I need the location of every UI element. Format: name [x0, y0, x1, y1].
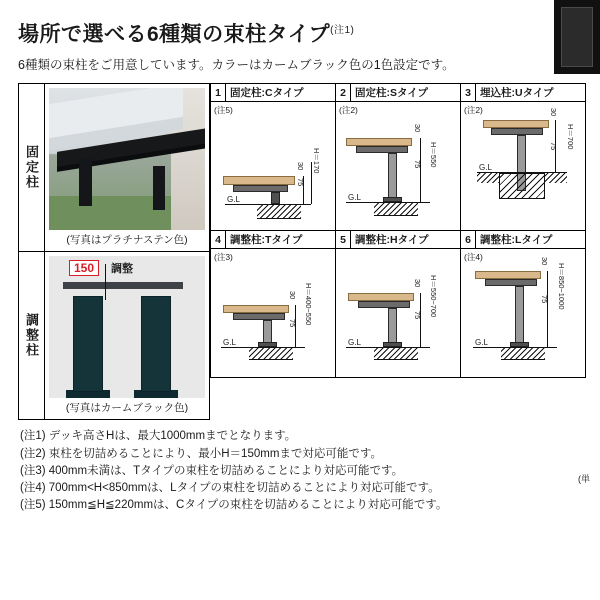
- photo-adjust-dim-label: 調整: [111, 263, 133, 276]
- diagram-head-6: [461, 231, 585, 249]
- footnote-4: (注4) 700mm<H<850mmは、Lタイプの束柱を切詰めることにより対応可能です。: [20, 482, 440, 495]
- diagram-note-6: (注4): [464, 252, 483, 263]
- photo-adjust-topbar: [63, 282, 183, 289]
- diagram-body-2: [336, 102, 460, 230]
- post-6: [515, 286, 524, 346]
- diagram-title-5: 調整柱:Hタイプ: [355, 234, 429, 247]
- diagram-head-3: [461, 84, 585, 102]
- dim-75-5: 75: [413, 311, 422, 320]
- page-title: [18, 22, 586, 47]
- diagram-note-4: (注3): [214, 252, 233, 263]
- footnote-5: (注5) 150mm≦H≦220mmは、Cタイプの束柱を切詰めることにより対応可能です。: [20, 499, 448, 512]
- diagram-title-2: 固定柱:Sタイプ: [355, 87, 428, 100]
- gl-label-1: G.L: [227, 195, 240, 205]
- unit-label: (単: [578, 474, 590, 484]
- diagram-cell-6: [460, 231, 585, 377]
- dim-75-6: 75: [540, 295, 549, 304]
- diagram-cell-5: [335, 231, 460, 377]
- photo-row-adjust: [19, 252, 209, 419]
- dim-tick-2a: [420, 138, 421, 202]
- post-5: [388, 308, 397, 346]
- post-2: [388, 153, 397, 201]
- dim-30-3: 30: [549, 108, 558, 117]
- diagram-body-3: [461, 102, 585, 230]
- beam-3: [491, 128, 543, 135]
- dim-30-1: 30: [296, 162, 305, 171]
- page-title-note: (注1): [330, 25, 355, 36]
- dim-75-2: 75: [413, 160, 422, 169]
- photo-row-fixed: [19, 84, 209, 252]
- ground-hatch-2: [374, 203, 418, 216]
- diagram-note-1: (注5): [214, 105, 233, 116]
- diagram-head-1: [211, 84, 335, 102]
- diagram-head-5: [336, 231, 460, 249]
- deck-board-6: [475, 271, 541, 279]
- diagram-title-4: 調整柱:Tタイプ: [230, 234, 303, 247]
- diagram-number-2: 2: [336, 84, 351, 101]
- dim-30-4: 30: [288, 291, 297, 300]
- height-label-3: H＝700: [566, 124, 575, 150]
- beam-1: [233, 185, 288, 192]
- diagram-number-4: 4: [211, 231, 226, 248]
- diagram-note-2: (注2): [339, 105, 358, 116]
- diagram-title-1: 固定柱:Cタイプ: [230, 87, 304, 100]
- height-label-1: H＝170: [312, 148, 321, 174]
- height-label-2: H＝550: [429, 142, 438, 168]
- footnote-1: (注1) デッキ高さHは、最大1000mmまでとなります。: [20, 430, 297, 443]
- lead-text: 6種類の束柱をご用意しています。カラーはカームブラック色の1色設定です。: [18, 58, 455, 73]
- dim-tick-5a: [420, 293, 421, 347]
- ground-hatch-4: [249, 348, 293, 360]
- diagram-cell-2: [335, 84, 460, 231]
- diagram-cell-4: [210, 231, 335, 377]
- footnote-2: (注2) 束柱を切詰めることにより、最小H＝150mmまで対応可能です。: [20, 447, 382, 460]
- diagram-body-1: [211, 102, 335, 230]
- photo-label-adjust: 調整柱: [19, 252, 45, 419]
- height-label-5: H＝550~700: [429, 275, 438, 318]
- deck-board-3: [483, 120, 549, 128]
- dim-30-6: 30: [540, 257, 549, 266]
- photo-adjust-post-right: [141, 296, 171, 392]
- gl-label-2: G.L: [348, 193, 361, 203]
- photo-post-2: [153, 166, 165, 210]
- gl-label-4: G.L: [223, 338, 236, 348]
- photo-adjust-dim-value: 150: [69, 260, 99, 276]
- ground-hatch-1: [257, 205, 301, 219]
- ground-hatch-3r: [545, 173, 567, 183]
- beam-5: [358, 301, 410, 308]
- deck-board-4: [223, 305, 289, 313]
- gl-label-6: G.L: [475, 338, 488, 348]
- photo-adjustable-post: [49, 256, 205, 398]
- diagram-number-3: 3: [461, 84, 476, 101]
- diagram-number-1: 1: [211, 84, 226, 101]
- photo-post-1: [79, 158, 92, 206]
- dim-tick-6a: [547, 271, 548, 347]
- ground-hatch-6: [501, 348, 545, 360]
- diagram-number-5: 5: [336, 231, 351, 248]
- ground-hatch-3l: [477, 173, 499, 183]
- photo-body-fixed: [45, 84, 209, 251]
- deck-board-2: [346, 138, 412, 146]
- diagram-note-3: (注2): [464, 105, 483, 116]
- post-1: [271, 192, 280, 204]
- ground-hatch-5: [374, 348, 418, 360]
- dim-75-3: 75: [549, 142, 558, 151]
- diagram-title-6: 調整柱:Lタイプ: [480, 234, 553, 247]
- photo-body-adjust: [45, 252, 209, 419]
- dim-75-4: 75: [288, 319, 297, 328]
- content-table: [18, 83, 586, 420]
- beam-6: [485, 279, 537, 286]
- dim-75-1: 75: [296, 178, 305, 187]
- photo-label-fixed: 固定柱: [19, 84, 45, 251]
- diagram-cell-1: [210, 84, 335, 231]
- footnotes: [20, 428, 586, 514]
- photo-fixed-post: [49, 88, 205, 230]
- diagram-head-2: [336, 84, 460, 102]
- photo-caption-fixed: (写真はプラチナステン色): [66, 234, 188, 247]
- dim-30-2: 30: [413, 124, 422, 133]
- photo-adjust-post-left: [73, 296, 103, 392]
- concrete-footing-3: [499, 173, 545, 199]
- beam-4: [233, 313, 285, 320]
- diagram-cell-3: [460, 84, 585, 231]
- diagram-body-5: [336, 249, 460, 377]
- deck-board-5: [348, 293, 414, 301]
- height-label-4: H＝400~550: [304, 283, 313, 326]
- beam-2: [356, 146, 408, 153]
- diagram-grid: [210, 83, 586, 378]
- diagram-head-4: [211, 231, 335, 249]
- deck-board-1: [223, 176, 295, 185]
- height-label-6: H＝850~1000: [557, 263, 566, 310]
- dim-30-5: 30: [413, 279, 422, 288]
- diagram-body-6: [461, 249, 585, 377]
- photo-caption-adjust: (写真はカームブラック色): [65, 402, 189, 415]
- page-title-text: 場所で選べる6種類の束柱タイプ: [18, 23, 331, 46]
- diagram-title-3: 埋込柱:Uタイプ: [480, 87, 554, 100]
- gl-label-3: G.L: [479, 163, 492, 173]
- photo-column: [18, 83, 210, 420]
- photo-adjust-dim-line: [105, 264, 106, 300]
- gl-label-5: G.L: [348, 338, 361, 348]
- footnote-3: (注3) 400mm未満は、Tタイプの束柱を切詰めることにより対応可能です。: [20, 464, 404, 477]
- diagram-number-6: 6: [461, 231, 476, 248]
- diagram-body-4: [211, 249, 335, 377]
